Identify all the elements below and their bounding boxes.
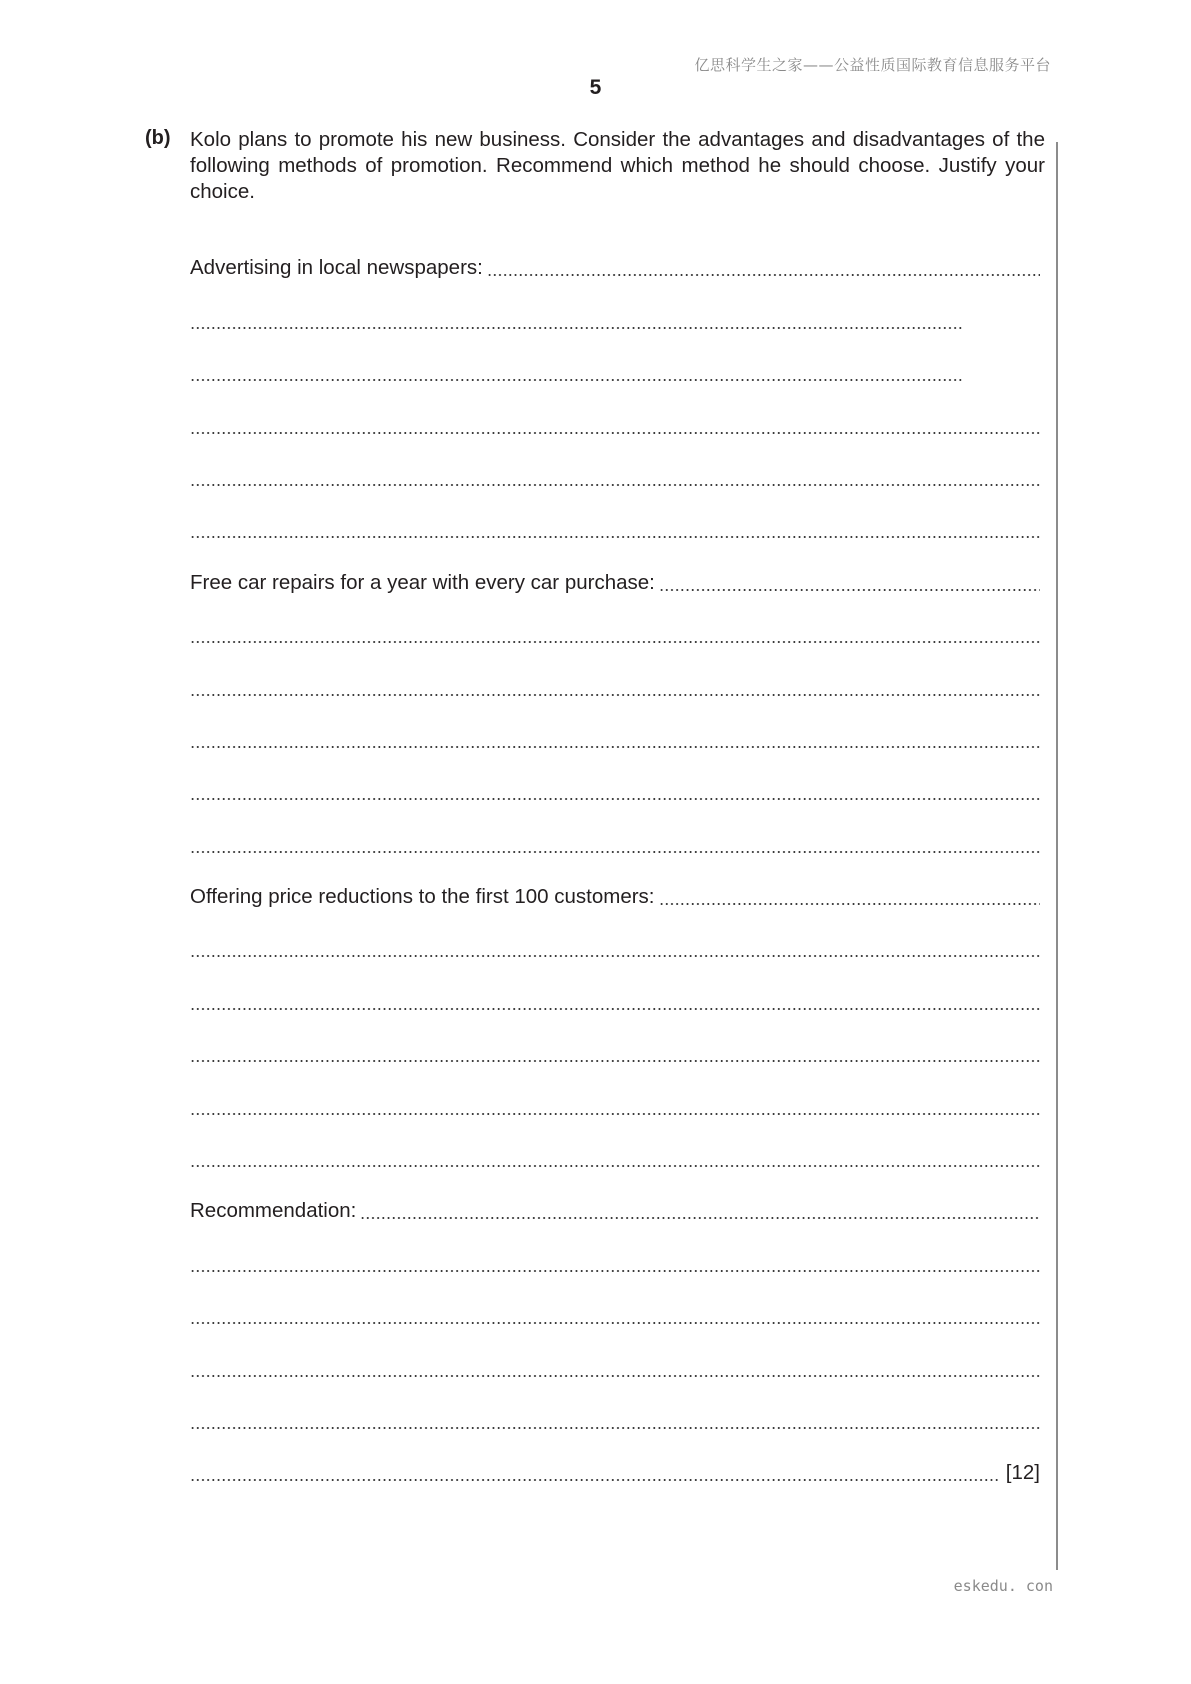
- answer-line-label[interactable]: [190, 1171, 1040, 1223]
- answer-line[interactable]: [190, 490, 1040, 542]
- dotted-answer-line: [190, 834, 1040, 854]
- answer-line-label[interactable]: [190, 542, 1040, 594]
- answer-line[interactable]: [190, 804, 1040, 856]
- answer-line[interactable]: [190, 1119, 1040, 1171]
- dotted-answer-line: [360, 1200, 1040, 1220]
- answer-line[interactable]: [190, 647, 1040, 699]
- margin-line: [1056, 142, 1058, 1570]
- answer-area: [190, 228, 1040, 1485]
- answer-line[interactable]: [190, 909, 1040, 961]
- answer-line[interactable]: [190, 1381, 1040, 1433]
- answer-line[interactable]: [190, 438, 1040, 490]
- answer-line[interactable]: [190, 595, 1040, 647]
- answer-line[interactable]: [190, 1276, 1040, 1328]
- answer-line[interactable]: [190, 1066, 1040, 1118]
- dotted-answer-line: [190, 1096, 1040, 1116]
- dotted-answer-line: [190, 1253, 1040, 1273]
- question-label: (b): [145, 127, 171, 149]
- answer-line-label[interactable]: [190, 857, 1040, 909]
- dotted-answer-line: [190, 1148, 1040, 1168]
- dotted-answer-line: [190, 415, 1040, 435]
- dotted-answer-line: [190, 1043, 1040, 1063]
- section-label-price-reductions: Offering price reductions to the first 100 customers:: [190, 885, 655, 909]
- dotted-answer-line: [190, 467, 1040, 487]
- section-label-free-repairs: Free car repairs for a year with every car purchase:: [190, 570, 655, 594]
- dotted-answer-line: [659, 886, 1040, 906]
- dotted-answer-line: [190, 362, 964, 382]
- answer-line[interactable]: [190, 1014, 1040, 1066]
- answer-line[interactable]: [190, 961, 1040, 1013]
- page-number: 5: [589, 76, 602, 99]
- footer-watermark: eskedu. con: [953, 1577, 1053, 1595]
- answer-line[interactable]: [190, 385, 1040, 437]
- section-label-recommendation: Recommendation:: [190, 1199, 357, 1223]
- dotted-answer-line: [487, 257, 1040, 277]
- answer-line[interactable]: [190, 700, 1040, 752]
- dotted-answer-line: [190, 991, 1040, 1011]
- answer-line-final[interactable]: [190, 1433, 1040, 1485]
- answer-line[interactable]: [190, 1328, 1040, 1380]
- dotted-answer-line: [190, 1358, 1040, 1378]
- dotted-answer-line: [190, 624, 1040, 644]
- dotted-answer-line: [190, 938, 1040, 958]
- dotted-answer-line: [190, 310, 964, 330]
- dotted-answer-line: [190, 677, 1040, 697]
- answer-line[interactable]: [190, 752, 1040, 804]
- header-watermark: 亿思科学生之家——公益性质国际教育信息服务平台: [694, 56, 1051, 74]
- dotted-answer-line: [190, 1462, 998, 1482]
- marks-indicator: [12]: [1005, 1461, 1040, 1485]
- dotted-answer-line: [190, 1305, 1040, 1325]
- dotted-answer-line: [190, 781, 1040, 801]
- answer-line[interactable]: [190, 1223, 1040, 1275]
- answer-line-label[interactable]: [190, 228, 1040, 280]
- answer-line[interactable]: [190, 333, 1040, 385]
- section-label-advertising: Advertising in local newspapers:: [190, 256, 483, 280]
- dotted-answer-line: [190, 1410, 1040, 1430]
- answer-line[interactable]: [190, 280, 1040, 332]
- dotted-answer-line: [659, 572, 1040, 592]
- question-text: Kolo plans to promote his new business. Consider the advantages and disadvantages of the following methods of promotion. Recommend which method he should choose. Justify your choice.: [190, 128, 1045, 203]
- dotted-answer-line: [190, 729, 1040, 749]
- dotted-answer-line: [190, 519, 1040, 539]
